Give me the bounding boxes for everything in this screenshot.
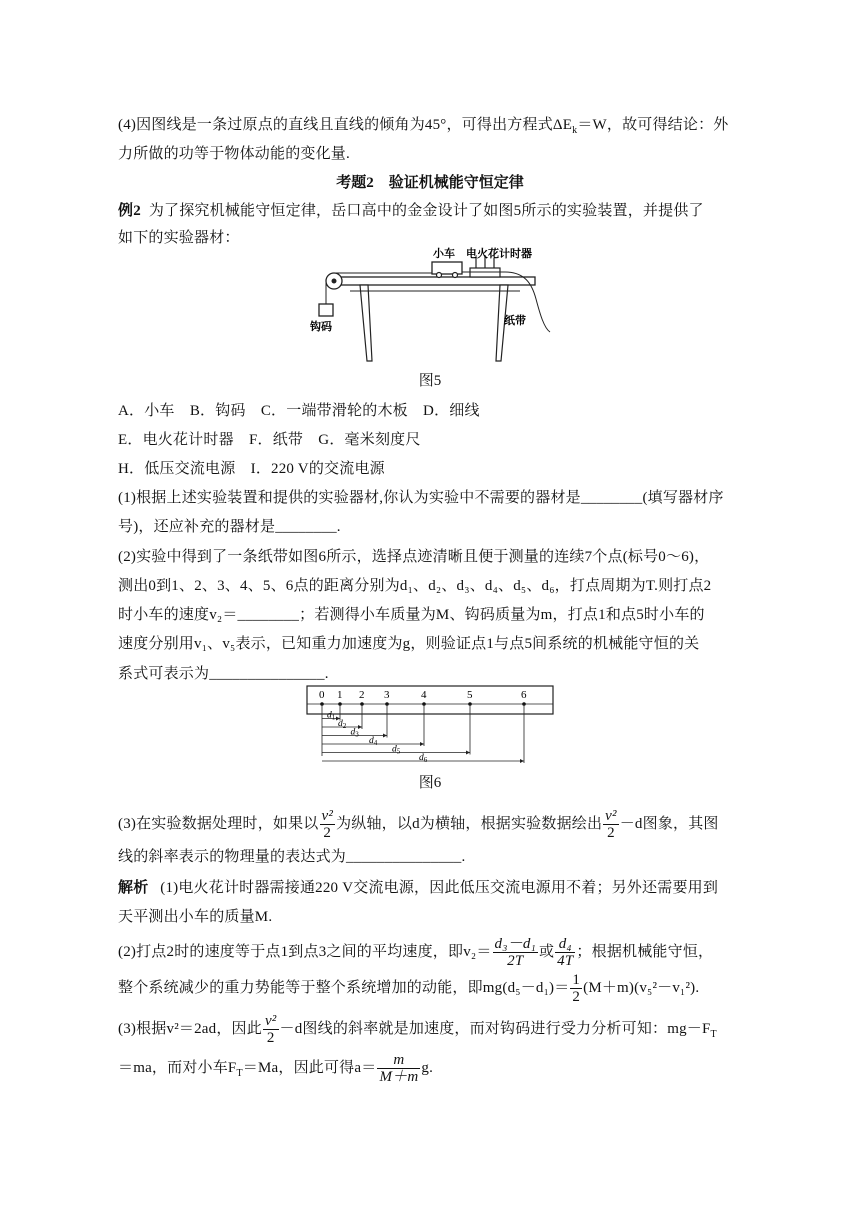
- q3-line-2: 线的斜率表示的物理量的表达式为_______________.: [118, 849, 466, 865]
- solution-3-line-2: ＝ma，而对小车$F_T=Ma$，因此可得a＝ $\frac{m}{M+m}$ g.: [118, 1052, 434, 1085]
- arrow-head: [383, 734, 387, 738]
- q3-text-pre: (3)在实验数据处理时，如果以: [118, 815, 319, 832]
- distance-label: $d_2$: [338, 719, 347, 730]
- example-line-1: [118, 201, 704, 221]
- q3-text-mid: 为纵轴，以d为横轴，根据实验数据绘出: [336, 815, 603, 832]
- figure-6-caption: 图6: [418, 775, 442, 791]
- example-line-2: 如下的实验器材：: [118, 230, 240, 246]
- solution-line-2: 天平测出小车的质量M.: [118, 909, 273, 925]
- tape-point-label: 3: [384, 689, 390, 701]
- solution-line-1: [118, 878, 718, 898]
- distance-label: $d_4$: [369, 736, 378, 747]
- solution-1-text: (1)电火花计时器需接通220 V交流电源，因此低压交流电源用不着；另外还需要用到: [160, 880, 719, 896]
- q2-line-2: 测出0到1、2、3、4、5、6点的距离分别为d₁、d₂、d₃、d₄、d₅、d₆，打点周期为T.则打点2: [118, 578, 712, 594]
- q3-line-1: [118, 808, 719, 841]
- arrow-head: [358, 725, 362, 729]
- distance-label: $d_6$: [419, 753, 428, 764]
- tape-point-label: 4: [421, 689, 427, 701]
- figure-5-apparatus: [300, 244, 560, 362]
- p4-line-2: 力所做的功等于物体动能的变化量.: [118, 146, 350, 162]
- solution-2-fraction-2: $\frac{\text{d₄}}{4T}$: [557, 936, 574, 969]
- p4-sub: k: [572, 125, 578, 136]
- q3-fraction-2: $\frac{\text{v²}}{2}$: [605, 808, 617, 841]
- equipment-line-1: A．小车 B．钩码 C．一端带滑轮的木板 D．细线: [118, 403, 480, 419]
- distance-label: $d_1$: [327, 710, 336, 722]
- distance-label: $d_5$: [392, 744, 401, 756]
- arrow-head: [520, 759, 524, 763]
- p4-text-tail: ＝W，故可得结论：外: [577, 117, 729, 133]
- tape-point-label: 5: [467, 689, 473, 701]
- q1-line-2: 号)，还应补充的器材是________.: [118, 519, 341, 535]
- tape-point-label: 1: [337, 689, 343, 701]
- q3-text-tail: －d图象，其图: [619, 815, 719, 832]
- example-text: 为了探究机械能守恒定律，岳口高中的金金设计了如图5所示的实验装置，并提供了: [148, 203, 704, 219]
- tape-point-label: 2: [359, 689, 365, 701]
- solution-2-line-2: 整个系统减少的重力势能等于整个系统增加的动能，即mg(d₅－d₁)＝ $\frac{1}{2}$ (M＋m)(v₅²－v₁²).: [118, 972, 700, 1005]
- p4-text: (4)因图线是一条过原点的直线且直线的倾角为45°，可得出方程式ΔE: [118, 117, 573, 133]
- q3-fraction-1: $\frac{\text{v²}}{2}$: [321, 808, 334, 841]
- example-label: 例2: [118, 203, 141, 219]
- q1-line-1: (1)根据上述实验装置和提供的实验器材,你认为实验中不需要的器材是________(填写器材序: [118, 490, 724, 506]
- p4-line-1: [118, 115, 728, 135]
- label-car: 小车: [433, 248, 455, 260]
- label-tape: 纸带: [504, 315, 526, 327]
- figure-6-tape: [305, 684, 555, 764]
- section-title: 考题2 验证机械能守恒定律: [336, 175, 524, 191]
- equipment-line-2: E．电火花计时器 F．纸带 G．毫米刻度尺: [118, 432, 421, 448]
- tape-point-label: 6: [521, 689, 527, 701]
- q2-line-3: 时小车的速度v₂＝________；若测得小车质量为M、钩码质量为m，打点1和点5时小车的: [118, 607, 705, 623]
- solution-3-line-1: (3)根据v²＝2ad，因此 $\frac{\text{v²}}{2}$ －d图线的斜率就是加速度，而对钩码进行受力分析可知：$mg-F_T$: [118, 1013, 717, 1046]
- label-timer: 电火花计时器: [466, 248, 532, 260]
- solution-2-fraction-1: $\frac{\text{d₃－d₁}}{2T}$: [494, 936, 536, 969]
- distance-label: $d_3$: [350, 727, 359, 739]
- arrow-head: [466, 751, 470, 755]
- solution-3-fraction-2: $\frac{m}{M+m}$: [379, 1052, 419, 1085]
- q2-line-4: 速度分别用v₁、v₅表示，已知重力加速度为g，则验证点1与点5间系统的机械能守恒的关: [118, 636, 700, 652]
- q2-line-1: (2)实验中得到了一条纸带如图6所示，选择点迹清晰且便于测量的连续7个点(标号0～6)，: [118, 549, 710, 565]
- solution-3-fraction-1: $\frac{\text{v²}}{2}$: [264, 1013, 277, 1046]
- arrow-head: [420, 742, 424, 746]
- label-weight: 钩码: [310, 321, 332, 333]
- q2-line-5: 系式可表示为_______________.: [118, 666, 329, 682]
- solution-2-fraction-3: $\frac{1}{2}$: [572, 972, 581, 1005]
- solution-label: 解析: [118, 880, 149, 896]
- figure-5-caption: 图5: [418, 373, 442, 389]
- equipment-line-3: H．低压交流电源 I．220 V的交流电源: [118, 461, 385, 477]
- tape-point-label: 0: [319, 689, 325, 701]
- solution-2-line-1: (2)打点2时的速度等于点1到点3之间的平均速度，即v₂＝ $\frac{\text{d₃－d₁}}{2T}$ 或 $\frac{\text{d₄}}{4T}$ ；根据机械能守恒，: [118, 936, 714, 969]
